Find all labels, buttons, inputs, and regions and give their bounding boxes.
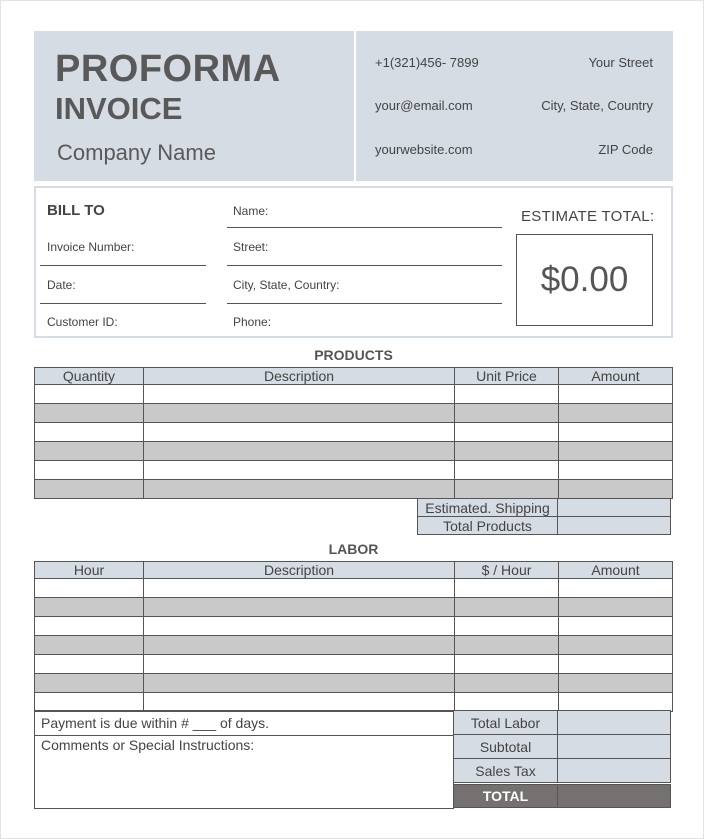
company-zip[interactable]: ZIP Code (598, 142, 653, 157)
col-description: Description (144, 368, 455, 385)
shipping-row (417, 498, 671, 517)
table-row[interactable] (35, 598, 673, 617)
company-phone[interactable]: +1(321)456- 7899 (375, 55, 479, 70)
total-labor-label: Total Labor (453, 710, 558, 735)
shipping-label: Estimated. Shipping (417, 498, 558, 517)
total-products-label: Total Products (417, 516, 558, 535)
company-street[interactable]: Your Street (588, 55, 653, 70)
col-hour: Hour (35, 562, 144, 579)
col-amount: Amount (559, 368, 673, 385)
table-row[interactable] (35, 385, 673, 404)
bill-to-heading: BILL TO (47, 202, 105, 219)
shipping-value[interactable] (557, 498, 671, 517)
sales-tax-value[interactable] (557, 758, 671, 783)
labor-header-row (35, 562, 673, 579)
comments-label[interactable]: Comments or Special Instructions: (41, 737, 255, 753)
header-divider (354, 31, 356, 181)
street-field[interactable] (227, 265, 502, 266)
header-title-block (34, 31, 354, 181)
products-header-row (35, 368, 673, 385)
grand-total-value[interactable] (557, 784, 671, 808)
col-quantity: Quantity (35, 368, 144, 385)
products-heading: PRODUCTS (314, 347, 393, 363)
col-rate: $ / Hour (455, 562, 559, 579)
sales-tax-label: Sales Tax (453, 758, 558, 783)
table-row[interactable] (35, 636, 673, 655)
street-label: Street: (233, 240, 269, 254)
invoice-header (34, 31, 673, 181)
col-description: Description (144, 562, 455, 579)
subtotal-value[interactable] (557, 734, 671, 759)
customer-id-label: Customer ID: (47, 315, 118, 329)
company-email[interactable]: your@email.com (375, 98, 473, 113)
sales-tax-row (453, 758, 671, 783)
city-field[interactable] (227, 303, 502, 304)
phone-label: Phone: (233, 315, 272, 329)
total-products-value[interactable] (557, 516, 671, 535)
table-row[interactable] (35, 579, 673, 598)
company-city[interactable]: City, State, Country (541, 98, 653, 113)
estimate-total-label: ESTIMATE TOTAL: (521, 208, 655, 225)
subtotal-row (453, 734, 671, 759)
labor-heading: LABOR (328, 541, 379, 557)
estimate-total-value: $0.00 (516, 234, 653, 326)
table-row[interactable] (35, 693, 673, 712)
payment-terms[interactable]: Payment is due within # ___ of days. (35, 711, 453, 736)
date-field[interactable] (40, 303, 206, 304)
table-row[interactable] (35, 461, 673, 480)
invoice-number-label: Invoice Number: (47, 240, 135, 254)
col-amount: Amount (559, 562, 673, 579)
company-name[interactable]: Company Name (57, 140, 216, 165)
bill-to-section (34, 186, 673, 338)
name-field[interactable] (227, 227, 502, 228)
col-unit-price: Unit Price (455, 368, 559, 385)
products-table (34, 367, 673, 499)
table-row[interactable] (35, 423, 673, 442)
table-row[interactable] (35, 480, 673, 499)
total-labor-row (453, 710, 671, 735)
date-label: Date: (47, 278, 76, 292)
table-row[interactable] (35, 674, 673, 693)
title-proforma: PROFORMA (55, 48, 281, 90)
notes-box (34, 710, 454, 809)
company-website[interactable]: yourwebsite.com (375, 142, 473, 157)
labor-table (34, 561, 673, 712)
table-row[interactable] (35, 617, 673, 636)
grand-total-label: TOTAL (453, 784, 558, 808)
city-label: City, State, Country: (233, 278, 340, 292)
title-invoice: INVOICE (55, 91, 183, 126)
name-label: Name: (233, 204, 269, 218)
total-products-row (417, 516, 671, 535)
table-row[interactable] (35, 404, 673, 423)
invoice-number-field[interactable] (40, 265, 206, 266)
table-row[interactable] (35, 442, 673, 461)
grand-total-row (453, 784, 671, 808)
subtotal-label: Subtotal (453, 734, 558, 759)
table-row[interactable] (35, 655, 673, 674)
total-labor-value[interactable] (557, 710, 671, 735)
